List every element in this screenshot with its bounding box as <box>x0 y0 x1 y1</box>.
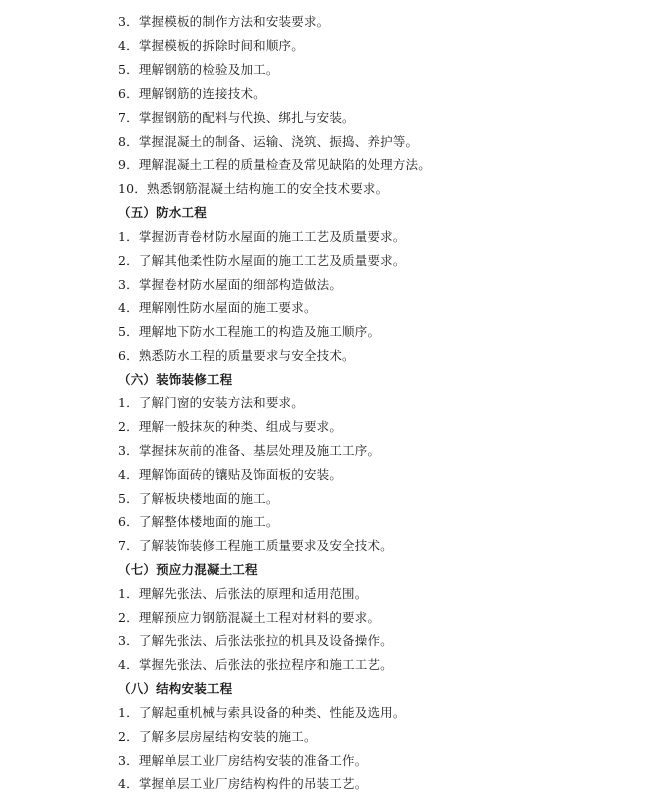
list-item: 4．理解刚性防水屋面的施工要求。 <box>118 300 317 315</box>
list-item: 6．熟悉防水工程的质量要求与安全技术。 <box>118 348 355 363</box>
list-item: 5．理解钢筋的检验及加工。 <box>118 62 279 77</box>
list-item: 5．理解地下防水工程施工的构造及施工顺序。 <box>118 324 381 339</box>
list-item: 6．理解钢筋的连接技术。 <box>118 86 266 101</box>
list-item: 2．了解多层房屋结构安装的施工。 <box>118 729 317 744</box>
list-item: 3．掌握模板的制作方法和安装要求。 <box>118 14 330 29</box>
list-item: 7．了解装饰装修工程施工质量要求及安全技术。 <box>118 538 393 553</box>
list-item: 5．了解板块楼地面的施工。 <box>118 491 279 506</box>
list-item: 4．掌握模板的拆除时间和顺序。 <box>118 38 304 53</box>
list-item: 3．掌握卷材防水屋面的细部构造做法。 <box>118 277 343 292</box>
list-item: 4．掌握先张法、后张法的张拉程序和施工工艺。 <box>118 657 393 672</box>
section-heading: （五）防水工程 <box>118 205 207 220</box>
section-heading: （七）预应力混凝土工程 <box>118 562 258 577</box>
list-item: 10．熟悉钢筋混凝土结构施工的安全技术要求。 <box>118 181 389 196</box>
list-item: 4．掌握单层工业厂房结构构件的吊装工艺。 <box>118 776 368 791</box>
list-item: 1．理解先张法、后张法的原理和适用范围。 <box>118 586 368 601</box>
list-item: 1．了解门窗的安装方法和要求。 <box>118 395 304 410</box>
list-item: 3．掌握抹灰前的准备、基层处理及施工工序。 <box>118 443 381 458</box>
list-item: 1．掌握沥青卷材防水屋面的施工工艺及质量要求。 <box>118 229 406 244</box>
list-item: 9．理解混凝土工程的质量检查及常见缺陷的处理方法。 <box>118 157 431 172</box>
list-item: 2．了解其他柔性防水屋面的施工工艺及质量要求。 <box>118 253 406 268</box>
list-item: 1．了解起重机械与索具设备的种类、性能及选用。 <box>118 705 406 720</box>
list-item: 2．理解预应力钢筋混凝土工程对材料的要求。 <box>118 610 381 625</box>
section-heading: （八）结构安装工程 <box>118 681 233 696</box>
list-item: 3．了解先张法、后张法张拉的机具及设备操作。 <box>118 633 393 648</box>
list-item: 6．了解整体楼地面的施工。 <box>118 514 279 529</box>
list-item: 2．理解一般抹灰的种类、组成与要求。 <box>118 419 343 434</box>
list-item: 4．理解饰面砖的镶贴及饰面板的安装。 <box>118 467 343 482</box>
list-item: 8．掌握混凝土的制备、运输、浇筑、振捣、养护等。 <box>118 134 419 149</box>
list-item: 3．理解单层工业厂房结构安装的准备工作。 <box>118 753 368 768</box>
list-item: 7．掌握钢筋的配料与代换、绑扎与安装。 <box>118 110 355 125</box>
section-heading: （六）装饰装修工程 <box>118 372 233 387</box>
